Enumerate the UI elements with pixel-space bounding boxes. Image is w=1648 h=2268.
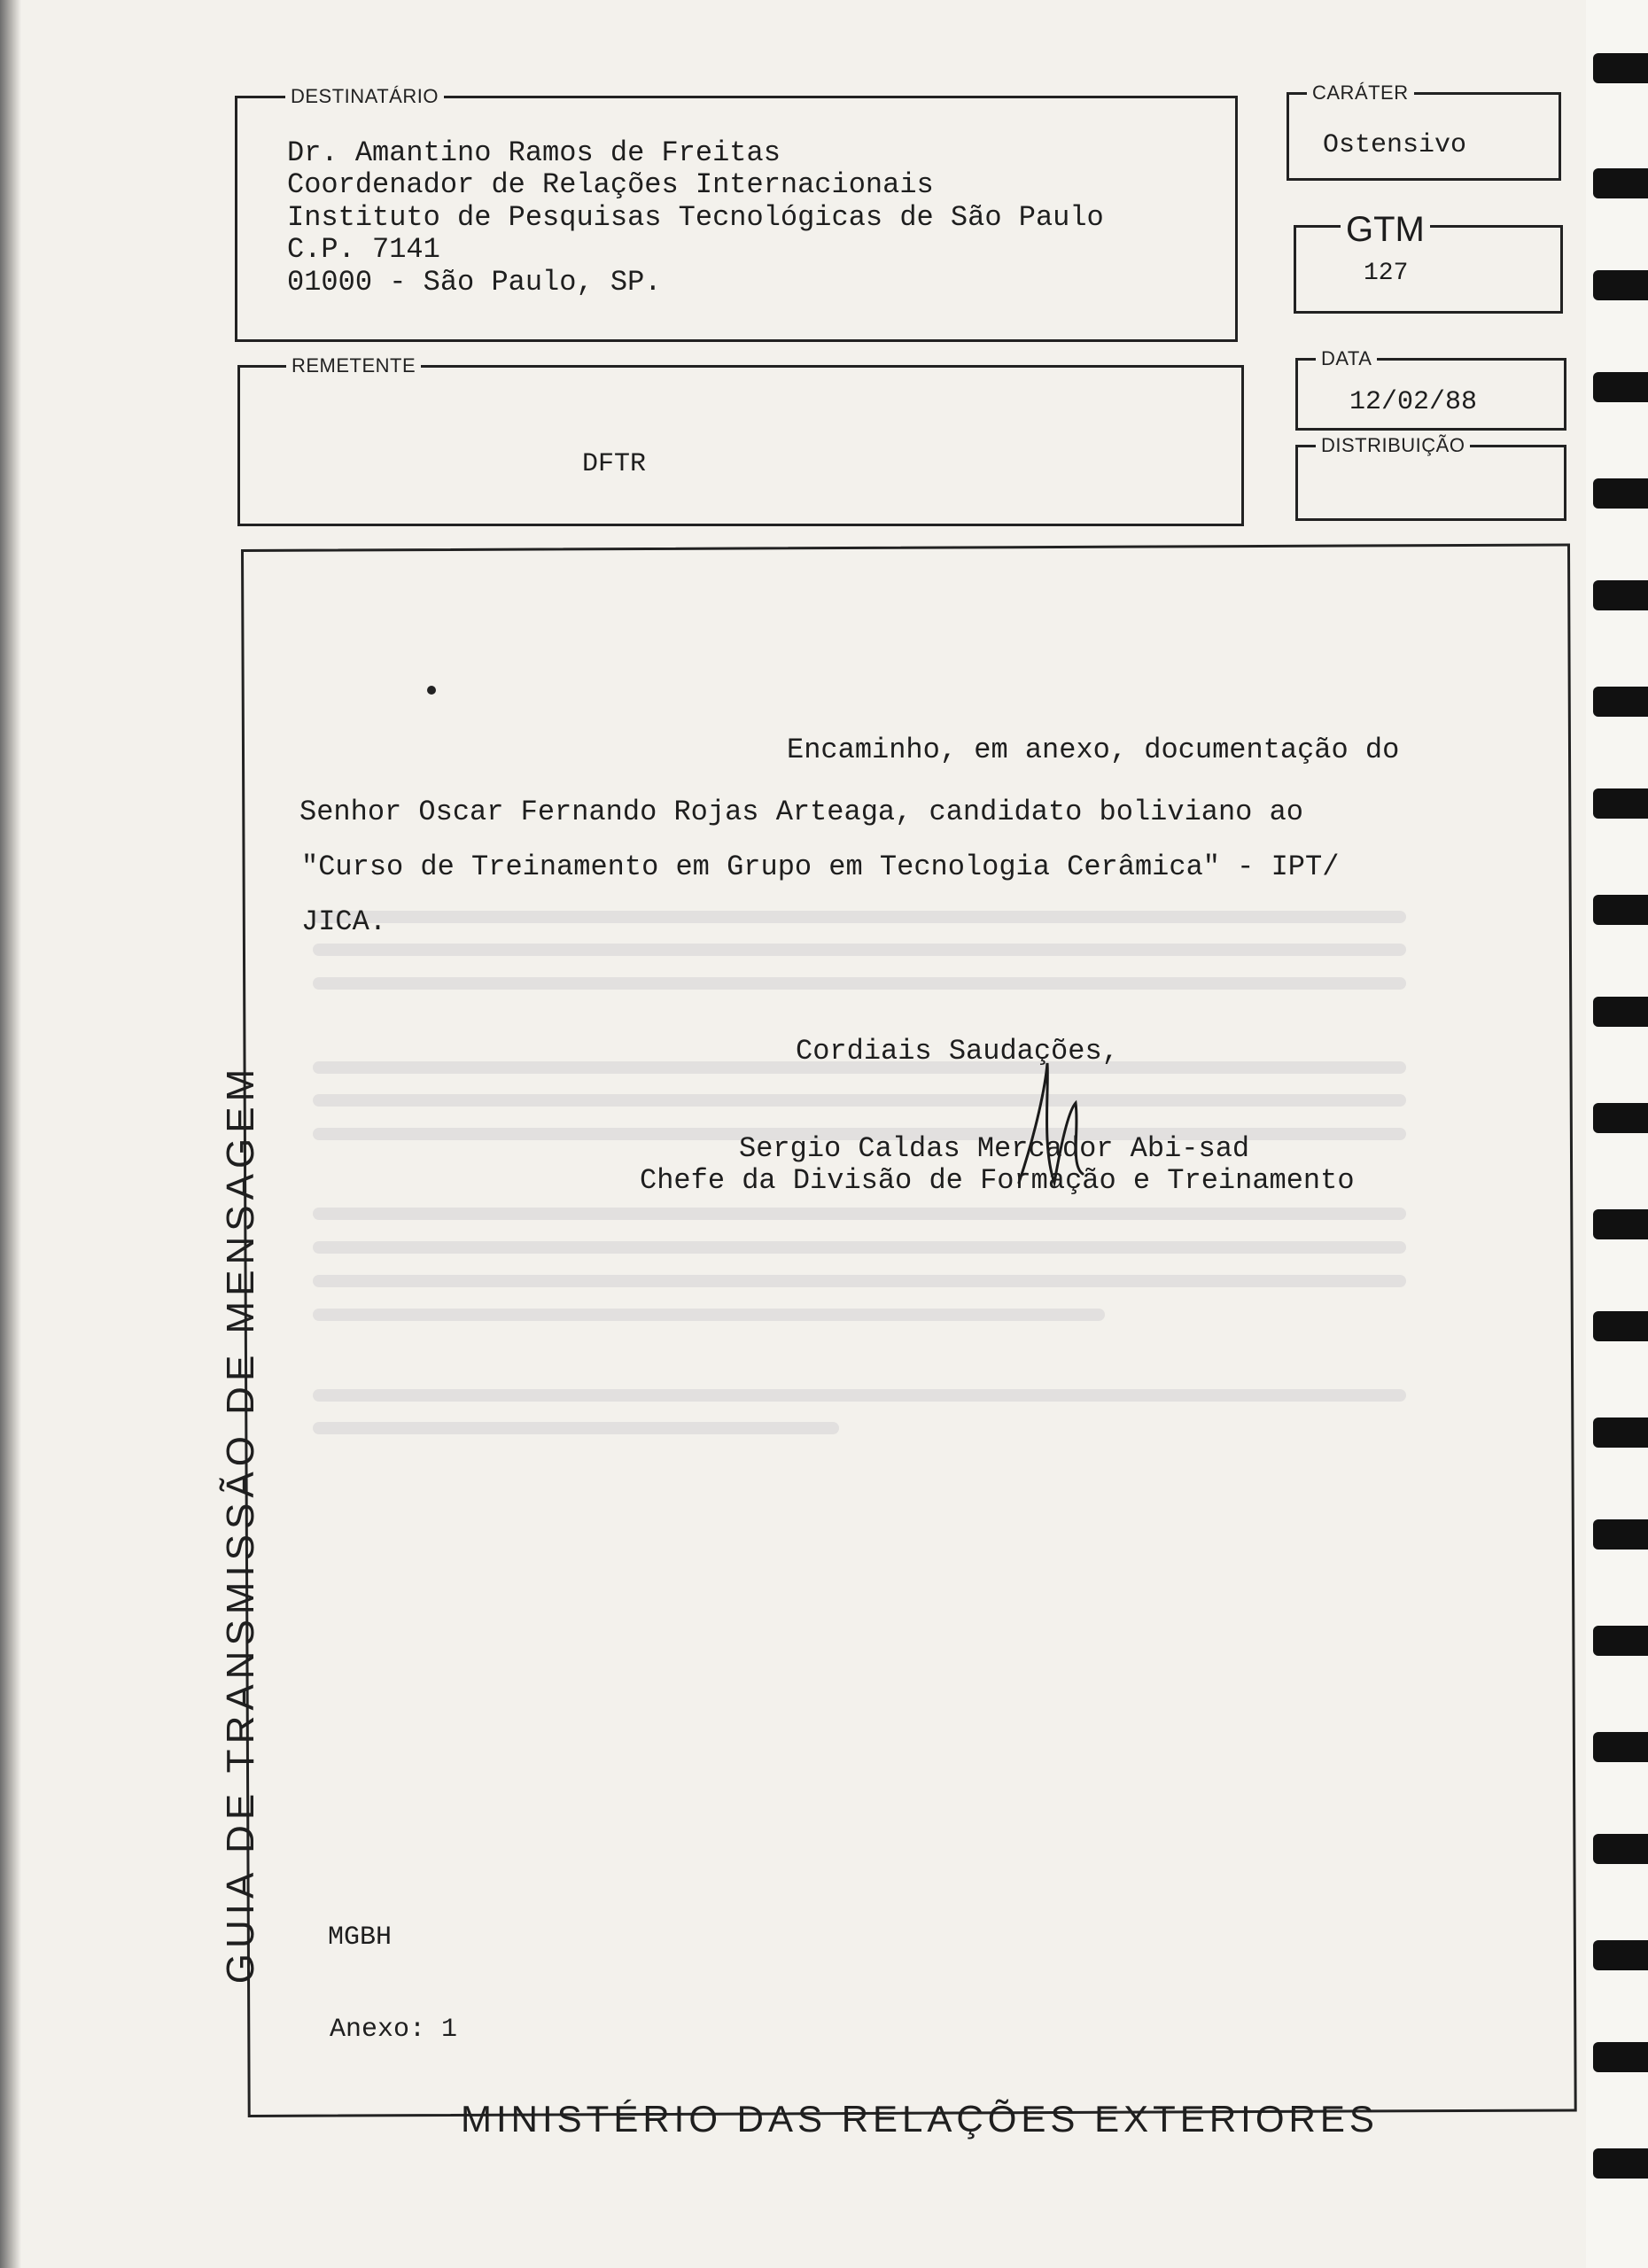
binding-ring	[1593, 372, 1648, 402]
message-line-4: JICA.	[301, 905, 387, 938]
signer-name: Sergio Caldas Mercador Abi-sad	[739, 1132, 1250, 1165]
binding-ring	[1593, 997, 1648, 1027]
binding-ring	[1593, 1311, 1648, 1341]
message-line-2: Senhor Oscar Fernando Rojas Arteaga, candidato boliviano ao	[299, 796, 1303, 828]
gtm-number: 127	[1364, 260, 1409, 287]
binding-ring	[1593, 580, 1648, 610]
binding-ring	[1593, 1834, 1648, 1864]
carater-box	[1287, 82, 1561, 181]
gtm-label: GTM	[1341, 212, 1430, 247]
remetente-value: DFTR	[582, 449, 647, 479]
binding-ring	[1593, 788, 1648, 819]
attachment-count: Anexo: 1	[330, 2015, 458, 2045]
gtm-box	[1294, 210, 1563, 314]
binding-ring	[1593, 1940, 1648, 1970]
binding-ring	[1593, 1519, 1648, 1550]
destinatario-name: Dr. Amantino Ramos de Freitas	[287, 136, 781, 169]
spiral-binding	[1586, 0, 1648, 2268]
signer-title: Chefe da Divisão de Formação e Treinamento	[640, 1164, 1355, 1197]
message-frame	[241, 543, 1577, 2117]
destinatario-institution: Instituto de Pesquisas Tecnológicas de São Paulo	[287, 201, 1104, 234]
bullet-mark	[427, 686, 436, 695]
binding-ring	[1593, 1626, 1648, 1656]
data-label: DATA	[1316, 348, 1377, 369]
binding-ring	[1593, 2148, 1648, 2179]
binding-ring	[1593, 168, 1648, 198]
binding-ring	[1593, 270, 1648, 300]
guia-de-transmissao-title: GUIA DE TRANSMISSÃO DE MENSAGEM	[219, 1063, 262, 1984]
destinatario-po-box: C.P. 7141	[287, 233, 440, 266]
binding-ring	[1593, 1732, 1648, 1762]
data-box	[1295, 347, 1566, 431]
message-line-1: Encaminho, em anexo, documentação do	[787, 734, 1400, 766]
distribuicao-label: DISTRIBUIÇÃO	[1316, 435, 1470, 456]
destinatario-city: 01000 - São Paulo, SP.	[287, 266, 662, 299]
message-line-3: "Curso de Treinamento em Grupo em Tecnologia Cerâmica" - IPT/	[301, 850, 1340, 883]
binding-ring	[1593, 1209, 1648, 1239]
data-value: 12/02/88	[1349, 387, 1478, 417]
distribuicao-box	[1295, 434, 1566, 521]
binding-ring	[1593, 2042, 1648, 2072]
binding-ring	[1593, 53, 1648, 83]
destinatario-box	[235, 85, 1238, 342]
binding-ring	[1593, 895, 1648, 925]
destinatario-label: DESTINATÁRIO	[285, 86, 444, 107]
remetente-box	[237, 354, 1244, 526]
remetente-label: REMETENTE	[286, 355, 421, 377]
binding-ring	[1593, 478, 1648, 509]
page-edge-shadow	[0, 0, 21, 2268]
closing-salutation: Cordiais Saudações,	[796, 1035, 1119, 1068]
destinatario-role: Coordenador de Relações Internacionais	[287, 168, 934, 201]
carater-value: Ostensivo	[1323, 130, 1467, 160]
binding-ring	[1593, 1418, 1648, 1448]
binding-ring	[1593, 687, 1648, 717]
carater-label: CARÁTER	[1307, 82, 1414, 104]
binding-ring	[1593, 1103, 1648, 1133]
reference-initials: MGBH	[328, 1922, 393, 1953]
ministry-footer: MINISTÉRIO DAS RELAÇÕES EXTERIORES	[461, 2098, 1379, 2140]
